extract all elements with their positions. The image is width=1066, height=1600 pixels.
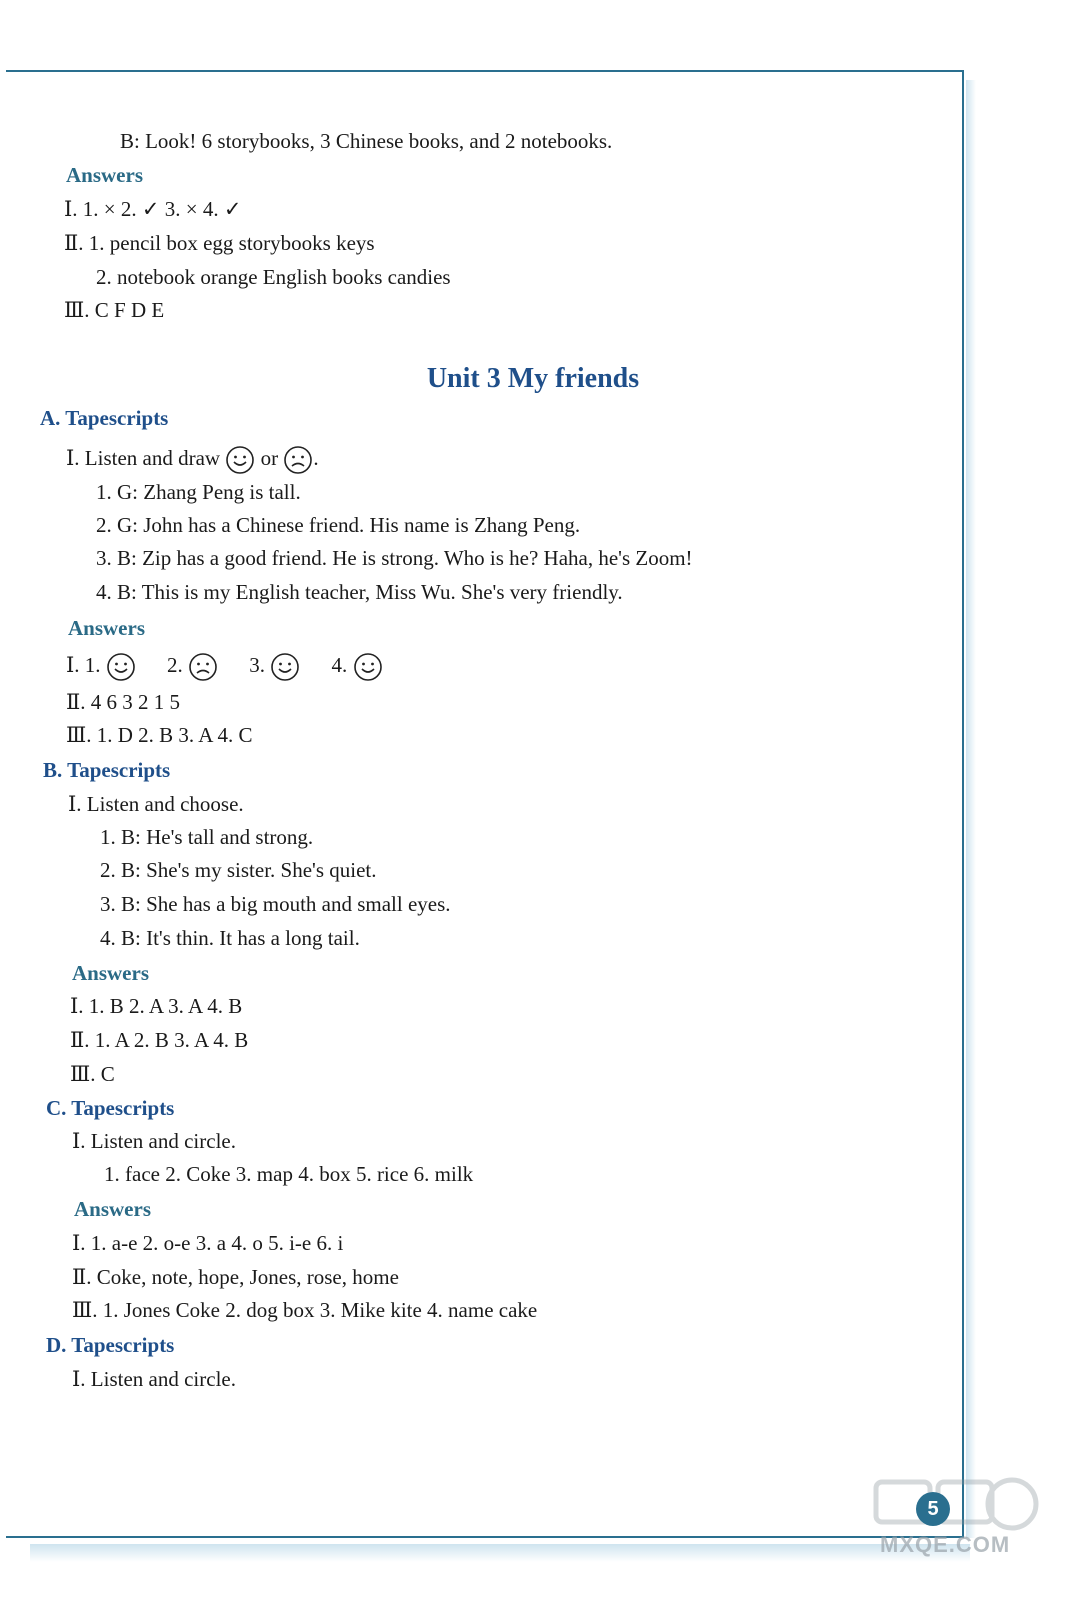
answers-heading: Answers xyxy=(68,616,145,640)
task-or: or xyxy=(260,446,279,470)
happy-face-icon xyxy=(353,652,383,682)
frame-side-shadow xyxy=(966,80,976,1538)
frame-bottom-shadow xyxy=(30,1544,970,1562)
answer-line: Ⅱ. 1. A 2. B 3. A 4. B xyxy=(70,1028,249,1052)
answer-line: Ⅰ. 1. × 2. ✓ 3. × 4. ✓ xyxy=(64,197,242,221)
dialogue-line: B: Look! 6 storybooks, 3 Chinese books, and 2 notebooks. xyxy=(120,129,613,153)
tapescript-line: 2. B: She's my sister. She's quiet. xyxy=(100,858,377,882)
section-a-task xyxy=(66,443,319,475)
answer-number: 4. xyxy=(331,653,348,677)
answers-heading: Answers xyxy=(74,1197,151,1221)
section-d-heading: D. Tapescripts xyxy=(46,1333,175,1357)
answer-prefix: Ⅰ. 1. xyxy=(66,653,101,677)
answer-number: 2. xyxy=(167,653,183,677)
answer-line: Ⅰ. 1. a-e 2. o-e 3. a 4. o 5. i-e 6. i xyxy=(72,1231,344,1255)
tapescript-line: 1. G: Zhang Peng is tall. xyxy=(96,480,301,504)
section-b-task: Ⅰ. Listen and choose. xyxy=(68,792,244,816)
tapescript-line: 3. B: She has a big mouth and small eyes. xyxy=(100,892,451,916)
page-number: 5 xyxy=(916,1492,950,1526)
tapescript-line: 1. B: He's tall and strong. xyxy=(100,825,314,849)
answer-line: 2. notebook orange English books candies xyxy=(96,265,451,289)
happy-face-icon xyxy=(270,652,300,682)
happy-face-icon xyxy=(225,445,255,475)
answer-line: Ⅲ. C xyxy=(70,1062,115,1086)
answer-line: Ⅲ. 1. Jones Coke 2. dog box 3. Mike kite 4. name cake xyxy=(72,1298,538,1322)
tapescript-line: 4. B: This is my English teacher, Miss Wu. She's very friendly. xyxy=(96,580,623,604)
tapescript-line: 4. B: It's thin. It has a long tail. xyxy=(100,926,360,950)
section-c-task: Ⅰ. Listen and circle. xyxy=(72,1129,236,1153)
answers-heading: Answers xyxy=(66,163,143,187)
section-b-heading: B. Tapescripts xyxy=(43,758,171,782)
task-end: . xyxy=(313,446,319,470)
tapescript-line: 2. G: John has a Chinese friend. His name is Zhang Peng. xyxy=(96,513,581,537)
sad-face-icon xyxy=(188,652,218,682)
answer-line: Ⅰ. 1. B 2. A 3. A 4. B xyxy=(70,994,243,1018)
answer-line: Ⅱ. 1. pencil box egg storybooks keys xyxy=(64,231,375,255)
answer-line: Ⅱ. 4 6 3 2 1 5 xyxy=(66,690,181,714)
answers-heading: Answers xyxy=(72,961,149,985)
answer-line: Ⅲ. C F D E xyxy=(64,298,165,322)
section-c-heading: C. Tapescripts xyxy=(46,1096,175,1120)
answer-number: 3. xyxy=(249,653,266,677)
sad-face-icon xyxy=(283,445,313,475)
word-list: 1. face 2. Coke 3. map 4. box 5. rice 6. milk xyxy=(104,1162,474,1186)
task-text: Ⅰ. Listen and draw xyxy=(66,446,221,470)
answer-line: Ⅱ. Coke, note, hope, Jones, rose, home xyxy=(72,1265,399,1289)
tapescript-line: 3. B: Zip has a good friend. He is strong. Who is he? Haha, he's Zoom! xyxy=(96,546,693,570)
answer-line-faces xyxy=(66,649,383,682)
section-d-task: Ⅰ. Listen and circle. xyxy=(72,1367,236,1391)
section-a-heading: A. Tapescripts xyxy=(40,406,169,430)
happy-face-icon xyxy=(106,652,136,682)
unit-title: Unit 3 My friends xyxy=(426,363,640,394)
watermark-text: MXQE.COM xyxy=(880,1532,1011,1557)
answer-line: Ⅲ. 1. D 2. B 3. A 4. C xyxy=(66,723,253,747)
